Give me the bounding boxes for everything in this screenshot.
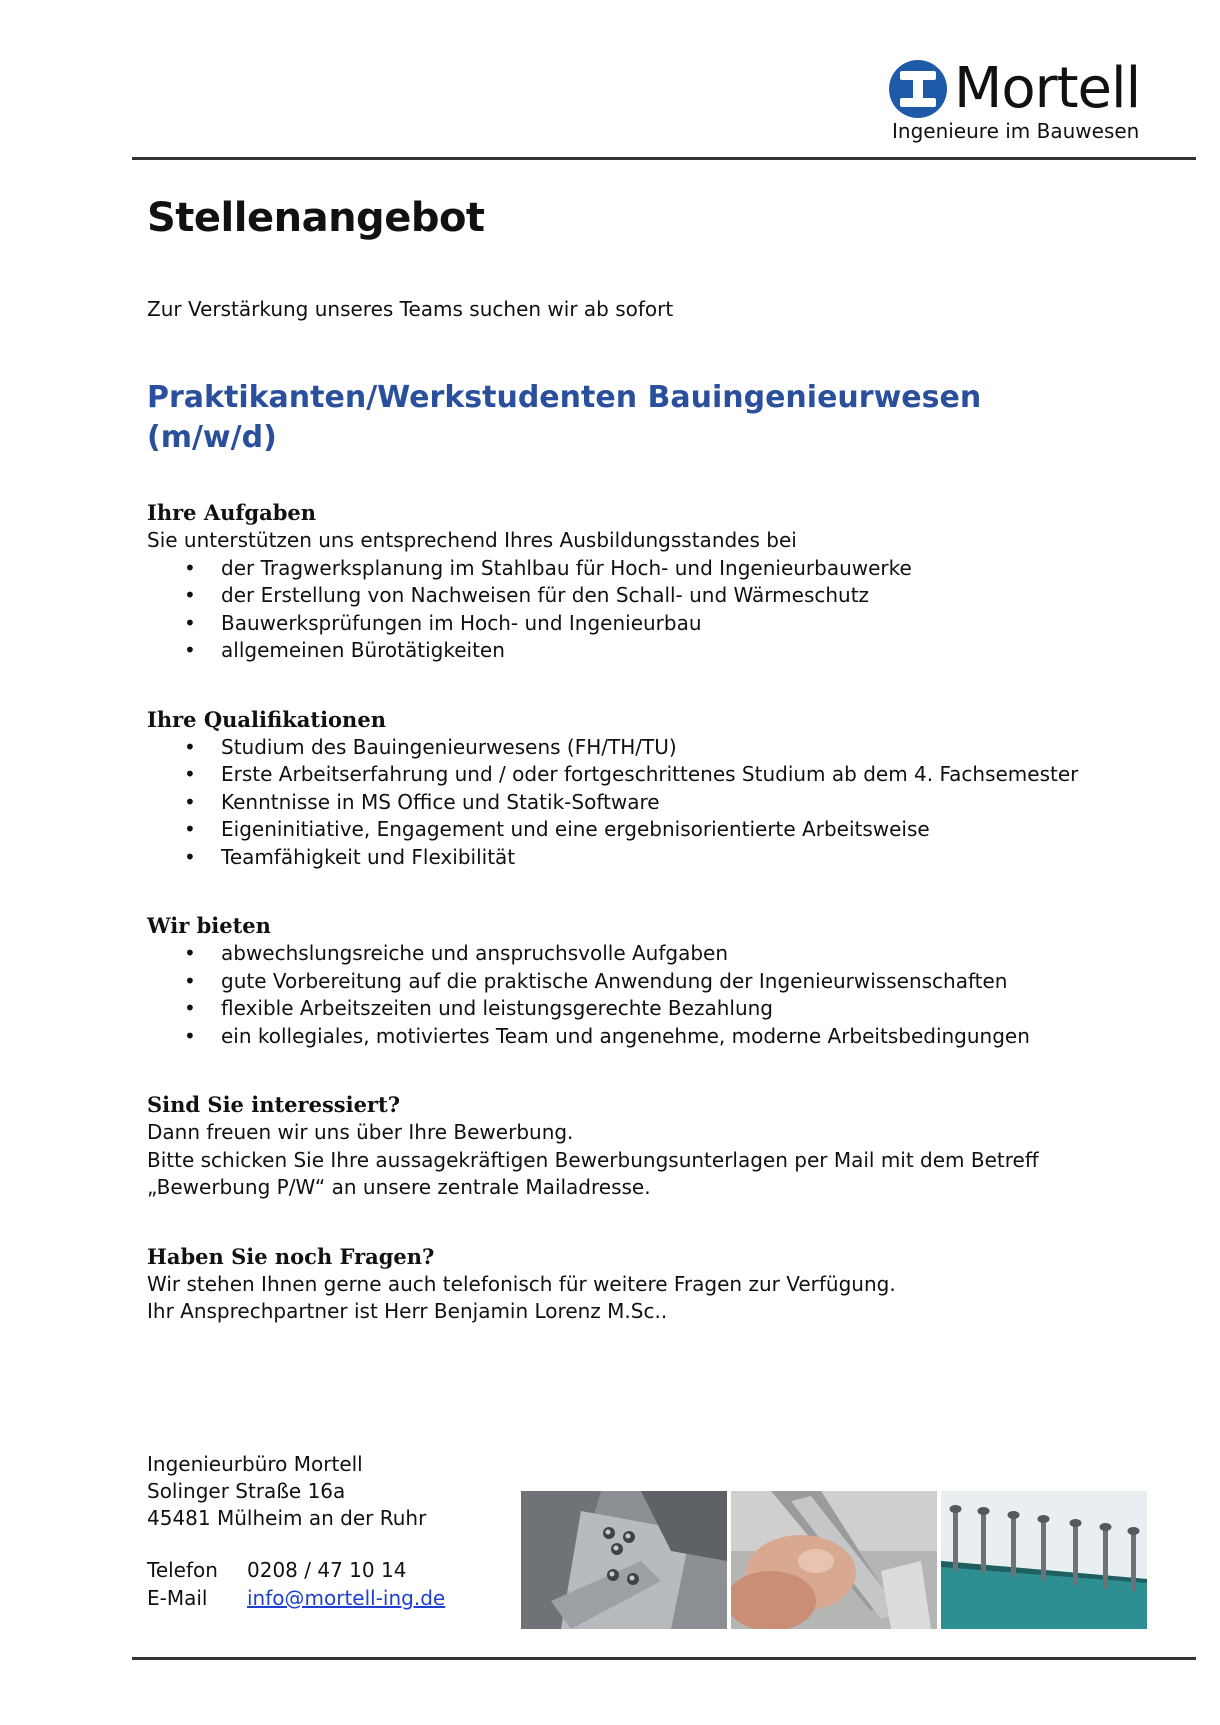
paragraph-line: „Bewerbung P/W“ an unsere zentrale Mailadresse. [147,1175,651,1199]
mortell-logo-icon [888,59,948,119]
list-item: • Erste Arbeitserfahrung und / oder fortgeschrittenes Studium ab dem 4. Fachsemester [221,761,1147,789]
list-item: • ein kollegiales, motiviertes Team und angenehme, moderne Arbeitsbedingungen [221,1023,1147,1051]
paragraph-line: Ihr Ansprechpartner ist Herr Benjamin Lorenz M.Sc.. [147,1299,668,1323]
list-item: • abwechslungsreiche und anspruchsvolle Aufgaben [221,940,1147,968]
email-label: E-Mail [147,1586,208,1610]
railing-bolts-photo [941,1491,1147,1629]
job-title-line: (m/w/d) [147,420,277,455]
logo-name: Mortell [954,56,1141,121]
section-heading-tasks: Ihre Aufgaben [147,500,317,525]
address-city: 45481 Mülheim an der Ruhr [147,1506,427,1530]
job-title [147,378,1147,458]
contact-block [147,1556,445,1612]
tasks-lead: Sie unterstützen uns entsprechend Ihres Ausbildungsstandes bei [147,528,797,552]
paragraph-line: Bitte schicken Sie Ihre aussagekräftigen Bewerbungsunterlagen per Mail mit dem Betreff [147,1147,1039,1172]
list-item: • allgemeinen Bürotätigkeiten [221,637,1147,665]
list-item: • Studium des Bauingenieurwesens (FH/TH/TU) [221,734,1147,762]
tasks-list [147,555,1147,665]
intro-text: Zur Verstärkung unseres Teams suchen wir ab sofort [147,297,674,321]
paragraph-line: Wir stehen Ihnen gerne auch telefonisch für weitere Fragen zur Verfügung. [147,1271,896,1296]
section-heading-qualifications: Ihre Qualifikationen [147,706,386,732]
list-item: • Eigeninitiative, Engagement und eine ergebnisorientierte Arbeitsweise [221,816,1147,844]
page-title: Stellenangebot [147,195,485,241]
footer-divider [132,1657,1196,1660]
job-title-line: Praktikanten/Werkstudenten Bauingenieurwesen [147,380,982,415]
list-item: • Bauwerksprüfungen im Hoch- und Ingenieurbau [221,610,1147,638]
phone-number: 0208 / 47 10 14 [247,1558,407,1582]
caliper-measurement-photo [731,1491,937,1629]
section-heading-questions: Haben Sie noch Fragen? [147,1243,435,1269]
job-posting [147,195,1147,1326]
address-street: Solinger Straße 16a [147,1479,346,1503]
qualifications-list [147,734,1147,872]
list-item: • gute Vorbereitung auf die praktische Anwendung der Ingenieurwissenschaften [221,968,1147,996]
section-heading-interested: Sind Sie interessiert? [147,1092,401,1117]
list-item: • der Erstellung von Nachweisen für den Schall- und Wärmeschutz [221,582,1147,610]
address-company: Ingenieurbüro Mortell [147,1452,363,1476]
section-heading-offer: Wir bieten [147,913,271,938]
list-item: • Teamfähigkeit und Flexibilität [221,844,1147,872]
list-item: • Kenntnisse in MS Office und Statik-Software [221,789,1147,817]
offer-list [147,940,1147,1050]
email-link[interactable]: info@mortell-ing.de [247,1586,446,1610]
list-item: • flexible Arbeitszeiten und leistungsgerechte Bezahlung [221,995,1147,1023]
steel-connection-photo [521,1491,727,1629]
header-divider [132,157,1196,160]
phone-label: Telefon [147,1558,218,1582]
paragraph-line: Dann freuen wir uns über Ihre Bewerbung. [147,1120,574,1144]
company-logo [888,57,1198,149]
company-address [147,1451,426,1532]
list-item: • der Tragwerksplanung im Stahlbau für Hoch- und Ingenieurbauwerke [221,555,1147,583]
logo-tagline: Ingenieure im Bauwesen [892,119,1140,143]
